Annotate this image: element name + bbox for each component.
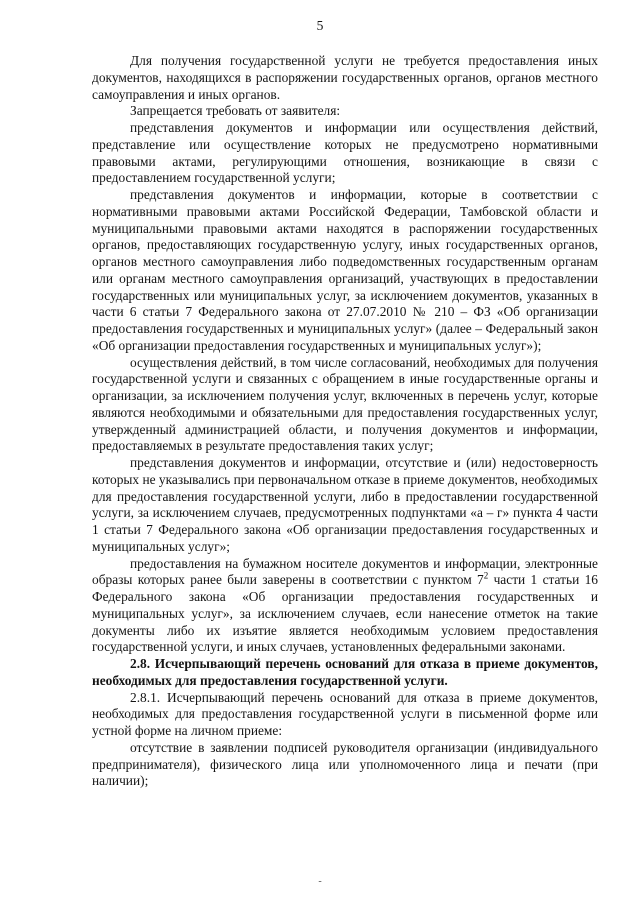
paragraph-prohibited-item-3: осуществления действий, в том числе согласований, необходимых для получения государственной услуги и связанных с обращением в иные государственные органы и организации, за исключением получения услуг, включенных в перечень услуг, которые являются необходимыми и обязательными для предоставления государственных услуг, утвержденный администрацией области, и получения документов и информации, предоставляемых в результате предоставления таких услуг; <box>92 354 598 454</box>
section-heading-2-8: 2.8. Исчерпывающий перечень оснований для отказа в приеме документов, необходимых для предоставления государственной услуги. <box>92 656 598 688</box>
paragraph-prohibited-item-5 <box>92 556 598 657</box>
paragraph-prohibited-item-4: представления документов и информации, отсутствие и (или) недостоверность которых не указывались при первоначальном отказе в приеме документов, необходимых для предоставления государственной услуги, либо в предоставлении государственной услуги, за исключением случаев, предусмотренных подпунктами «а – г» пункта 4 части 1 статьи 7 Федерального закона «Об организации предоставления государственных и муниципальных услуг»; <box>92 455 598 554</box>
paragraph-prohibited-item-2: представления документов и информации, которые в соответствии с нормативными правовыми актами Российской Федерации, Тамбовской области и муниципальными правовыми актами находятся в распоряжении государственных органов, предоставляющих государственную услугу, иных государственных органов, органов местного самоуправления либо подведомственных государственным органам или органам местного самоуправления организаций, участвующих в предоставлении государственных или муниципальных услуг, за исключением документов, указанных в части 6 статьи 7 Федерального закона от 27.07.2010 № 210 – ФЗ «Об организации предоставления государственных и муниципальных услуг» (далее – Федеральный закон «Об организации предоставления государственных и муниципальных услуг»); <box>92 187 598 353</box>
paragraph-text-part: предоставления на бумажном носителе документов и информации, электронные образы которых ранее были заверены в соответствии с пунктом 7 <box>92 555 598 588</box>
paragraph-prohibited-intro: Запрещается требовать от заявителя: <box>130 103 341 119</box>
paragraph-no-extra-documents: Для получения государственной услуги не требуется предоставления иных документов, находящихся в распоряжении государственных органов, органов местного самоуправления и иных органов. <box>92 53 598 102</box>
paragraph-refusal-ground-1: отсутствие в заявлении подписей руководителя организации (индивидуального предпринимателя), физического лица или уполномоченного лица и печати (при наличии); <box>92 739 598 789</box>
superscript-number: 2 <box>483 570 489 581</box>
page-number: 5 <box>316 18 324 33</box>
bottom-mark: - <box>318 876 322 887</box>
paragraph-text-part: части 1 статьи 16 Федерального закона «Об организации предоставления государственных и муниципальных услуг», за исключением случаев, если нанесение отметок на такие документы либо их изъятие является необходимым условием предоставления государственной услуги, и иных случаев, установленных федеральными законами. <box>92 572 598 655</box>
paragraph-prohibited-item-1: представления документов и информации или осуществления действий, представление или осуществление которых не предусмотрено нормативными правовыми актами, регулирующими отношения, возникающие в связи с предоставлением государственной услуги; <box>92 120 598 186</box>
paragraph-2-8-1: 2.8.1. Исчерпывающий перечень оснований для отказа в приеме документов, необходимых для предоставления государственной услуги в письменной форме или устной форме на личном приеме: <box>92 689 598 738</box>
document-body <box>92 53 598 790</box>
